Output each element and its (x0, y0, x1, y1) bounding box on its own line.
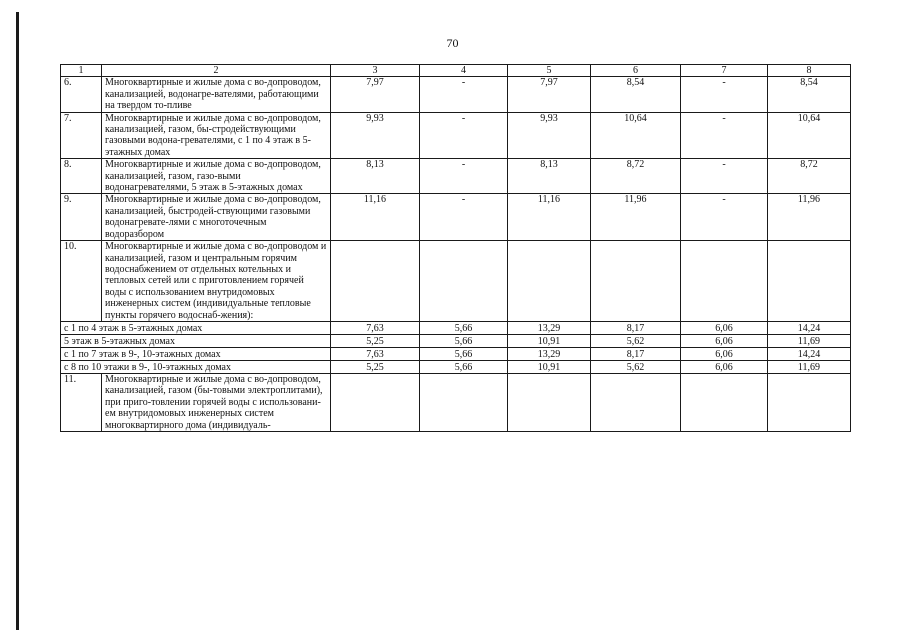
table-row-9 (61, 194, 851, 241)
cell-col3: 9,93 (331, 112, 420, 159)
cell-col8: 11,69 (768, 360, 851, 373)
cell-col5-empty (508, 373, 591, 431)
cell-col4: - (420, 159, 508, 194)
row-description: Многоквартирные и жилые дома с во-допроводом, канализацией, водонагре-вателями, работающими на твердом то-пливе (102, 77, 331, 112)
tariff-table (60, 64, 851, 432)
cell-col3: 5,25 (331, 360, 420, 373)
cell-col7: 6,06 (681, 321, 768, 334)
cell-col3: 7,63 (331, 347, 420, 360)
cell-col8: 11,96 (768, 194, 851, 241)
cell-col6: 8,17 (591, 321, 681, 334)
cell-col4 (420, 241, 508, 322)
row-description: Многоквартирные и жилые дома с во-допроводом, канализацией, газом, бы-стродействующими газовыми водона-гревателями, с 1 по 4 этаж в 5-этажных домах (102, 112, 331, 159)
header-cell-5: 5 (508, 65, 591, 77)
header-cell-2: 2 (102, 65, 331, 77)
cell-col7: - (681, 159, 768, 194)
cell-col3-empty (331, 373, 420, 431)
cell-col3: 7,63 (331, 321, 420, 334)
cell-col5: 11,16 (508, 194, 591, 241)
cell-col4: 5,66 (420, 347, 508, 360)
cell-col3: 5,25 (331, 334, 420, 347)
cell-col8: 8,54 (768, 77, 851, 112)
cell-col6-empty (591, 373, 681, 431)
cell-col6: 11,96 (591, 194, 681, 241)
cell-col4: - (420, 77, 508, 112)
row-number: 6. (61, 77, 102, 112)
cell-col4: 5,66 (420, 360, 508, 373)
row-number: 10. (61, 241, 102, 322)
cell-col8: 11,69 (768, 334, 851, 347)
table-row-8 (61, 159, 851, 194)
header-cell-6: 6 (591, 65, 681, 77)
header-cell-3: 3 (331, 65, 420, 77)
cell-col5: 13,29 (508, 321, 591, 334)
header-row (61, 65, 851, 77)
cell-col5: 10,91 (508, 334, 591, 347)
sub-row-floor-5 (61, 334, 851, 347)
cell-col8: 8,72 (768, 159, 851, 194)
cell-col7: 6,06 (681, 334, 768, 347)
table-row-7 (61, 112, 851, 159)
cell-col8-empty (768, 373, 851, 431)
cell-col7: - (681, 112, 768, 159)
row-description: Многоквартирные и жилые дома с во-допроводом, канализацией, быстродей-ствующими газовыми водонагревате-лями с многоточечным водоразбором (102, 194, 331, 241)
cell-col8: 10,64 (768, 112, 851, 159)
sub-row-label: 5 этаж в 5-этажных домах (61, 334, 331, 347)
cell-col3: 11,16 (331, 194, 420, 241)
cell-col5: 8,13 (508, 159, 591, 194)
cell-col8 (768, 241, 851, 322)
cell-col7 (681, 241, 768, 322)
table-row-6 (61, 77, 851, 112)
cell-col6: 10,64 (591, 112, 681, 159)
cell-col6 (591, 241, 681, 322)
sub-row-floors-1-4 (61, 321, 851, 334)
cell-col6: 5,62 (591, 360, 681, 373)
cell-col8: 14,24 (768, 347, 851, 360)
cell-col5: 13,29 (508, 347, 591, 360)
row-number: 7. (61, 112, 102, 159)
cell-col4-empty (420, 373, 508, 431)
cell-col4: - (420, 194, 508, 241)
cell-col7: - (681, 77, 768, 112)
sub-row-floors-1-7 (61, 347, 851, 360)
cell-col7: 6,06 (681, 347, 768, 360)
header-cell-7: 7 (681, 65, 768, 77)
cell-col5 (508, 241, 591, 322)
cell-col6: 8,17 (591, 347, 681, 360)
header-cell-8: 8 (768, 65, 851, 77)
cell-col6: 8,72 (591, 159, 681, 194)
row-description: Многоквартирные и жилые дома с во-допроводом и канализацией, газом и центральным горячим водоснабжением от отдельных котельных и тепловых сетей или с приготовлением горячей воды с использованием внутридомовых инженерных систем (индивидуальные тепловые пункты горячего водоснаб-жения): (102, 241, 331, 322)
sub-row-label: с 1 по 7 этаж в 9-, 10-этажных домах (61, 347, 331, 360)
cell-col7: - (681, 194, 768, 241)
binding-edge-line (16, 12, 19, 630)
row-description: Многоквартирные и жилые дома с во-допроводом, канализацией, газом, газо-выми водонагревателями, 5 этаж в 5-этажных домах (102, 159, 331, 194)
header-cell-1: 1 (61, 65, 102, 77)
cell-col3: 7,97 (331, 77, 420, 112)
header-cell-4: 4 (420, 65, 508, 77)
cell-col5: 9,93 (508, 112, 591, 159)
cell-col3 (331, 241, 420, 322)
cell-col3: 8,13 (331, 159, 420, 194)
row-description: Многоквартирные и жилые дома с во-допроводом, канализацией, газом (бы-товыми электроплитами), при приго-товлении горячей воды с использовани-ем внутридомовых инженерных систем многоквартирного дома (индивидуаль- (102, 373, 331, 431)
cell-col6: 8,54 (591, 77, 681, 112)
page-number: 70 (446, 36, 459, 50)
cell-col4: - (420, 112, 508, 159)
sub-row-floors-8-10 (61, 360, 851, 373)
cell-col4: 5,66 (420, 321, 508, 334)
cell-col6: 5,62 (591, 334, 681, 347)
cell-col7: 6,06 (681, 360, 768, 373)
row-number: 8. (61, 159, 102, 194)
cell-col5: 10,91 (508, 360, 591, 373)
row-number: 11. (61, 373, 102, 431)
sub-row-label: с 1 по 4 этаж в 5-этажных домах (61, 321, 331, 334)
sub-row-label: с 8 по 10 этажи в 9-, 10-этажных домах (61, 360, 331, 373)
cell-col7-empty (681, 373, 768, 431)
cell-col4: 5,66 (420, 334, 508, 347)
table-row-11 (61, 373, 851, 431)
row-number: 9. (61, 194, 102, 241)
cell-col8: 14,24 (768, 321, 851, 334)
cell-col5: 7,97 (508, 77, 591, 112)
table-row-10 (61, 241, 851, 322)
